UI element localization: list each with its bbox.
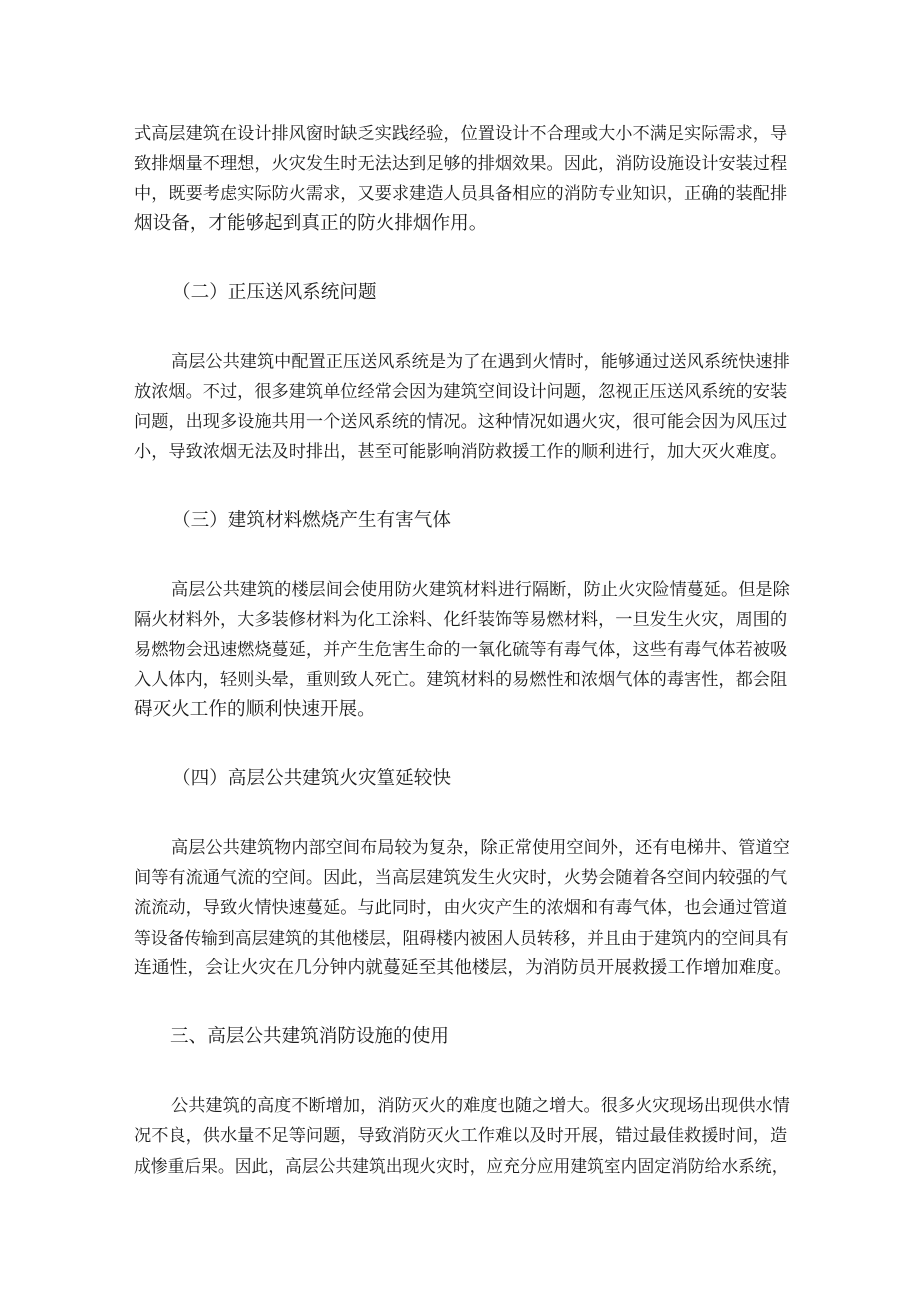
text-line: 公共建筑的高度不断增加，消防灭火的难度也随之增大。很多火灾现场出现供水情: [171, 1096, 790, 1116]
text-line: 高层公共建筑中配置正压送风系统是为了在遇到火情时，能够通过送风系统快速排: [171, 352, 790, 372]
text-line: 入人体内，轻则头晕，重则致人死亡。建筑材料的易燃性和浓烟气体的毒害性，都会阻: [134, 670, 788, 690]
text-line: 高层公共建筑的楼层间会使用防火建筑材料进行隔断，防止火灾险情蔓延。但是除: [171, 580, 790, 600]
text-line: 易燃物会迅速燃烧蔓延，并产生危害生命的一氧化硫等有毒气体，这些有毒气体若被吸: [134, 640, 788, 660]
text-line: 高层公共建筑物内部空间布局较为复杂，除正常使用空间外，还有电梯井、管道空: [171, 838, 790, 858]
text-line: 致排烟量不理想，火灾发生时无法达到足够的排烟效果。因此，消防设施设计安装过程: [134, 154, 788, 174]
paragraph-materials: [134, 575, 794, 725]
text-line: 小，导致浓烟无法及时排出，甚至可能影响消防救援工作的顺利进行，加大灭火难度。: [134, 442, 788, 462]
text-line: 成惨重后果。因此，高层公共建筑出现火灾时，应充分应用建筑室内固定消防给水系统，: [134, 1156, 789, 1176]
text-line: 况不良，供水量不足等问题，导致消防灭火工作难以及时开展，错过最佳救援时间，造: [134, 1126, 788, 1146]
text-line: 隔火材料外，大多装修材料为化工涂料、化纤装饰等易燃材料，一旦发生火灾，周围的: [134, 610, 788, 630]
section-heading-fire-spread: （四）高层公共建筑火灾篁延较快: [172, 768, 451, 789]
paragraph-fire-spread: [134, 833, 794, 983]
text-line: 连通性，会让火灾在几分钟内就蔓延至其他楼层，为消防员开展救援工作增加难度。: [134, 957, 792, 978]
text-line: 碍灭火工作的顺利快速开展。: [134, 699, 376, 720]
text-line: 等设备传输到高层建筑的其他楼层，阻碍楼内被困人员转移，并且由于建筑内的空间具有: [134, 928, 789, 948]
text-line: 问题，出现多设施共用一个送风系统的情况。这种情况如遇火灾，很可能会因为风压过: [134, 412, 788, 432]
section-heading-facilities-use: 三、高层公共建筑消防设施的使用: [170, 1026, 449, 1047]
text-line: 式高层建筑在设计排风窗时缺乏实践经验，位置设计不合理或大小不满足实际需求，导: [134, 124, 788, 144]
document-body: [134, 119, 794, 1220]
paragraph-exhaust-window: [134, 119, 794, 239]
paragraph-positive-pressure: [134, 347, 794, 467]
text-line: 烟设备，才能够起到真正的防火排烟作用。: [134, 213, 488, 234]
text-line: 间等有流通气流的空间。因此，当高层建筑发生火灾时，火势会随着各空间内较强的气: [134, 868, 788, 888]
paragraph-facilities-use: [134, 1091, 794, 1181]
text-line: 放浓烟。不过，很多建筑单位经常会因为建筑空间设计问题，忽视正压送风系统的安装: [134, 382, 788, 402]
text-line: 流流动，导致火情快速蔓延。与此同时，由火灾产生的浓烟和有毒气体，也会通过管道: [134, 898, 788, 918]
text-line: 中，既要考虑实际防火需求，又要求建造人员具备相应的消防专业知识，正确的装配排: [134, 184, 788, 204]
section-heading-positive-pressure: （二）正压送风系统问题: [172, 282, 377, 303]
section-heading-materials: （三）建筑材料燃烧产生有害气体: [172, 510, 451, 531]
